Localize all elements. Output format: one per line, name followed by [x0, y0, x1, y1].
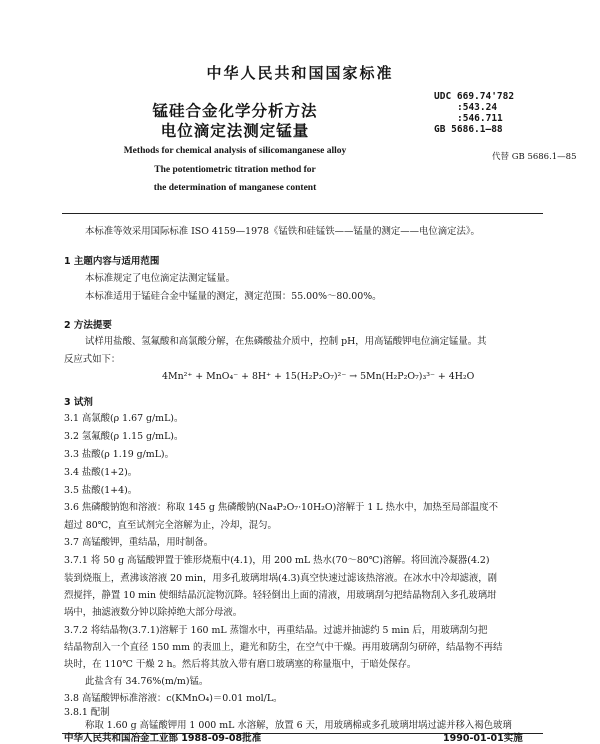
section-2-heading: 2 方法提要 — [64, 320, 112, 331]
reagent-3-1: 3.1 高氯酸(ρ 1.67 g/mL)。 — [64, 413, 184, 424]
reagent-3-7-2-line-1: 3.7.2 将结晶物(3.7.1)溶解于 160 mL 蒸馏水中，再重结晶。过滤并抽滤约 5 min 后，用玻璃刮匀把 — [64, 625, 488, 636]
reagent-3-8-1-paragraph: 称取 1.60 g 高锰酸钾用 1 000 mL 水溶解，放置 6 天，用玻璃棉或多孔玻璃坩埚过滤并移入褐色玻璃 — [85, 720, 512, 731]
standard-publisher-header: 中华人民共和国国家标准 — [206, 64, 394, 82]
reagent-3-7: 3.7 高锰酸钾，重结晶，用时制备。 — [64, 537, 214, 548]
reagent-3-7-1-line-2: 装到烧瓶上，煮沸该溶液 20 min，用多孔玻璃坩埚(4.3)真空快速过滤该热溶液。在冰水中冷却滤液，剧 — [64, 573, 498, 584]
title-line-2: 电位滴定法测定锰量 — [160, 122, 310, 140]
section-1-paragraph-1: 本标准规定了电位滴定法测定锰量。 — [85, 273, 236, 284]
reagent-3-3: 3.3 盐酸(ρ 1.19 g/mL)。 — [64, 449, 174, 460]
header-divider — [62, 213, 543, 214]
title-line-1: 锰硅合金化学分析方法 — [152, 102, 318, 120]
section-2-paragraph-line-2: 反应式如下： — [64, 354, 121, 365]
section-2-paragraph-line-1: 试样用盐酸、氢氟酸和高氯酸分解，在焦磷酸盐介质中，控制 pH，用高锰酸钾电位滴定锰量。其 — [85, 336, 487, 347]
section-3-heading: 3 试剂 — [64, 397, 93, 408]
reaction-equation: 4Mn²⁺ + MnO₄⁻ + 8H⁺ + 15(H₂P₂O₇)²⁻ → 5Mn(H₂P₂O₇)₃³⁻ + 4H₂O — [162, 371, 475, 382]
reagent-3-2: 3.2 氢氟酸(ρ 1.15 g/mL)。 — [64, 431, 184, 442]
intro-paragraph: 本标准等效采用国际标准 ISO 4159—1978《锰铁和硅锰铁——锰量的测定——电位滴定法》。 — [85, 226, 480, 237]
english-title-line-3: the determination of manganese content — [153, 183, 317, 193]
reagent-3-7-1-line-4: 埚中，抽滤液数分钟以除掉绝大部分母液。 — [64, 607, 243, 618]
reagent-3-7-2-line-4: 此盐含有 34.76%(m/m)锰。 — [85, 676, 209, 687]
english-title-line-1: Methods for chemical analysis of silicomanganese alloy — [123, 146, 347, 156]
effective-date: 1990-01-01实施 — [443, 733, 523, 744]
reagent-3-5: 3.5 盐酸(1+4)。 — [64, 485, 138, 496]
english-title-line-2: The potentiometric titration method for — [154, 165, 316, 175]
reagent-3-7-1-line-1: 3.7.1 将 50 g 高锰酸钾置于锥形烧瓶中(4.1)，用 200 mL 热水(70～80℃)溶解。将回流冷凝器(4.2) — [64, 555, 490, 566]
section-1-paragraph-2: 本标准适用于锰硅合金中锰量的测定，测定范围：55.00%～80.00%。 — [85, 291, 382, 302]
udc-code-2: :543.24 — [457, 102, 498, 113]
approval-note: 中华人民共和国冶金工业部 1988-09-08批准 — [64, 733, 262, 744]
reagent-3-7-2-line-3: 块时，在 110℃ 干燥 2 h。然后将其放入带有磨口玻璃塞的称量瓶中，于暗处保存。 — [64, 659, 417, 670]
section-1-heading: 1 主题内容与适用范围 — [64, 256, 160, 267]
udc-code-1: UDC 669.74'782 — [434, 91, 515, 102]
reagent-3-6-line-2: 超过 80℃，直至试剂完全溶解为止，冷却，混匀。 — [64, 520, 277, 531]
replaces-standard: 代替 GB 5686.1—85 — [492, 152, 577, 162]
reagent-3-8: 3.8 高锰酸钾标准溶液：c(KMnO₄)＝0.01 mol/L。 — [64, 693, 283, 704]
reagent-3-7-1-line-3: 烈搅拌，静置 10 min 使细结晶沉淀物沉降。轻轻倒出上面的清液，用玻璃刮匀把结晶物刮入多孔玻璃坩 — [64, 590, 497, 601]
reagent-3-6-line-1: 3.6 焦磷酸钠饱和溶液：称取 145 g 焦磷酸钠(Na₄P₂O₇·10H₂O)溶解于 1 L 热水中，加热至局部温度不 — [64, 502, 499, 513]
reagent-3-4: 3.4 盐酸(1+2)。 — [64, 467, 138, 478]
udc-code-3: :546.711 — [457, 113, 503, 124]
reagent-3-7-2-line-2: 结晶物刮入一个直径 150 mm 的表皿上，避光和防尘，在空气中干燥。再用玻璃刮匀研碎，结晶物不再结 — [64, 642, 503, 653]
gb-number: GB 5686.1—88 — [434, 124, 503, 135]
reagent-3-8-1-heading: 3.8.1 配制 — [64, 707, 110, 718]
